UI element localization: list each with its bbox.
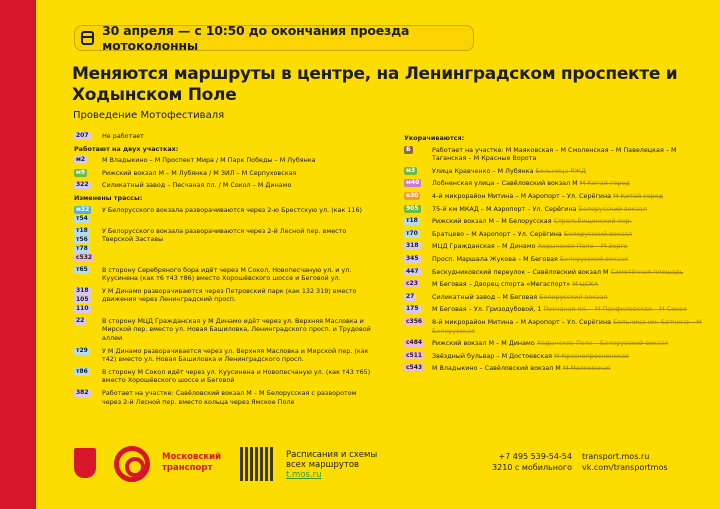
list-item <box>404 192 704 201</box>
left-column <box>74 132 374 410</box>
row-text: В сторону Серебряного бора идёт через М Сокол, Новопесчаную ул. и ул. Куусинена (как т6 т43 т86) вместо Хорошёвского шоссе и Беговой ул. <box>102 265 352 283</box>
calendar-icon <box>81 31 94 45</box>
row-text: 4-й микрорайон Митина – М Аэропорт – Ул. Серёгина <box>432 191 612 200</box>
old-stop: Белорусский вокзал <box>539 292 608 301</box>
row-text: В сторону М Сокол идёт через ул. Куусинена и Новопесчаную ул. (как т43 т65) вместо Хорошёвского шоссе и Беговой <box>102 367 371 385</box>
old-stop: Стрельбищенский пер. <box>553 217 632 226</box>
list-item <box>404 268 704 277</box>
qr-caption <box>286 450 386 480</box>
row-text: Силикатный завод – Песчаная пл. / М Сокол – М Динамо <box>102 181 292 190</box>
row-text: Рижский вокзал М – М Лубянка / М ЗИЛ – М Серпуховская <box>102 168 297 177</box>
row-text: Лобненская улица – Савёловский вокзал М <box>432 179 578 188</box>
route-badge: м40 <box>406 179 420 187</box>
qr-link[interactable]: t.mos.ru <box>286 470 322 480</box>
list-item <box>404 167 704 176</box>
row-text: М Беговая – Дворец спорта «Мегаспорт» <box>432 280 571 289</box>
site-link[interactable]: transport.mos.ru <box>582 452 650 461</box>
list-item <box>404 230 704 239</box>
route-badge: т56 <box>76 235 88 243</box>
old-stop: Ходынское Поле – М Зорге <box>537 242 628 251</box>
row-text: МЦД Гражданская – М Динамо <box>432 242 536 251</box>
route-badge: 110 <box>76 304 89 312</box>
route-badge: м2 <box>76 156 86 164</box>
route-badge: с23 <box>406 280 418 288</box>
row-text: В сторону МЦД Гражданская у М Динамо идёт через ул. Верхняя Масловка и Мирской пер. вместо ул. Новая Башиловка, Ленинградского просп. и Трудовой аллеи <box>102 316 371 342</box>
row-text: Рижский вокзал М – М Динамо <box>432 339 535 348</box>
section-header: Изменены трассы: <box>74 193 143 202</box>
moscow-transport-logo-icon <box>114 446 150 482</box>
row-text: Улица Кравченко – М Лубянка <box>432 166 534 175</box>
row-text: У Белорусского вокзала разворачиваются через 2-ю Брестскую ул. (как 116) <box>102 205 363 214</box>
old-stop: М ЦСКА <box>572 280 599 289</box>
route-badge: с511 <box>406 351 423 359</box>
route-badge: 447 <box>406 267 419 275</box>
route-badge: 318 <box>406 242 419 250</box>
route-badge: т54 <box>76 214 88 222</box>
row-text: 75-й км МКАД – М Аэропорт – Ул. Серёгина <box>432 204 577 213</box>
vk-link[interactable]: vk.com/transportmos <box>582 463 668 472</box>
qr-text: Расписания и схемы всех маршрутов <box>286 450 378 470</box>
route-badge: с484 <box>406 339 423 347</box>
row-text: Силикатный завод – М Беговая <box>432 292 538 301</box>
old-stop: М Китай-город <box>579 179 630 188</box>
route-badge: 207 <box>76 132 89 139</box>
row-text: У М Динамо разворачиваются через Петровский парк (как 132 319) вместо движения через Ленинградский просп. <box>102 286 357 304</box>
list-item <box>74 347 374 364</box>
list-item <box>74 266 374 283</box>
route-badge: 905 <box>406 204 419 212</box>
list-item <box>404 339 704 348</box>
list-item <box>404 293 704 302</box>
list-item <box>74 287 374 313</box>
route-badge: с532 <box>76 253 93 261</box>
date-banner <box>74 25 474 51</box>
row-text: М Владыкино – Савёловский вокзал М <box>432 364 561 373</box>
route-badge: м3 <box>406 166 416 174</box>
row-text: М Владыкино – М Проспект Мира / М Парк Победы – М Лубянка <box>102 156 316 165</box>
page-title: Меняются маршруты в центре, на Ленинградском проспекте и Ходынском Поле <box>72 64 678 105</box>
old-stop: М Маяковская <box>562 364 611 373</box>
row-text: Звёздный бульвар – М Достоевская <box>432 351 553 360</box>
section-header: Работают на двух участках: <box>74 144 179 153</box>
route-badge: 382 <box>76 388 89 396</box>
old-stop: Белорусский вокзал <box>578 204 647 213</box>
list-item <box>74 206 374 223</box>
qr-code-icon[interactable] <box>240 447 274 481</box>
websites <box>582 451 668 473</box>
section-header: Укорачиваются: <box>404 134 465 142</box>
row-text: У Белорусского вокзала разворачиваются через 2-й Лесной пер. вместо Тверской Заставы <box>102 226 347 244</box>
route-badge: 22 <box>76 316 85 324</box>
route-badge: 175 <box>406 305 419 313</box>
route-badge: с543 <box>406 364 423 372</box>
row-text: Работает на участке: Савёловский вокзал М – М Белорусская с разворотом через 2-й Лесной пер. вместо кольца через Ямское Поле <box>102 388 357 406</box>
old-stop: М Китай-город <box>613 191 664 200</box>
moscow-coat-of-arms-icon <box>74 448 96 478</box>
row-text: У М Динамо разворачивается через ул. Верхняя Масловка и Мирской пер. (как т42) вместо ул. Новая Башиловка и Ленинградского просп. <box>102 346 369 364</box>
route-badge: т18 <box>406 217 418 225</box>
list-item <box>404 205 704 214</box>
short-number: 3210 с мобильного <box>492 463 572 472</box>
list-item <box>404 242 704 251</box>
route-badge: 105 <box>76 295 89 303</box>
old-stop: Ходынское Поле – Белорусский вокзал <box>536 339 669 348</box>
list-item <box>74 368 374 385</box>
route-badge: с356 <box>406 317 423 325</box>
old-stop: Белорусский вокзал <box>563 229 633 238</box>
list-item <box>404 352 704 361</box>
old-stop: Белорусский вокзал <box>559 254 629 263</box>
list-item <box>404 179 704 188</box>
row-text: Не работает <box>102 132 144 140</box>
route-badge: м32 <box>76 205 90 213</box>
route-badge: т18 <box>76 226 88 234</box>
route-badge: Б <box>406 145 411 153</box>
row-text: Просп. Маршала Жукова – М Беговая <box>432 254 558 263</box>
page-subtitle: Проведение Мотофестиваля <box>73 110 225 121</box>
list-item <box>404 364 704 373</box>
list-item <box>404 146 704 163</box>
list-item <box>74 389 374 406</box>
route-badge: 27 <box>406 292 415 300</box>
row-text: Работает на участке: М Маяковская – М Смоленская – М Павелецкая – М Таганская – М Красные Ворота <box>432 145 677 163</box>
old-stop: Больница РЖД <box>535 166 587 175</box>
route-badge: 322 <box>76 181 89 189</box>
route-badge: м9 <box>76 168 86 176</box>
row-text: Рижский вокзал М – М Белорусская <box>432 217 552 226</box>
list-item <box>404 318 704 335</box>
list-item <box>404 255 704 264</box>
right-column <box>404 134 704 377</box>
row-text: Бескудниковский переулок – Савёловский вокзал М <box>432 267 609 276</box>
list-item <box>74 156 374 165</box>
route-badge: т65 <box>76 265 88 273</box>
list-item <box>404 305 704 314</box>
route-badge: 345 <box>406 254 419 262</box>
list-item <box>74 317 374 343</box>
list-item <box>74 169 374 178</box>
list-item <box>404 217 704 226</box>
red-side-strip <box>0 0 36 509</box>
row-text: М Беговая – Ул. Гризодубовой, 1 <box>432 305 542 314</box>
list-item <box>74 227 374 262</box>
list-item <box>74 181 374 190</box>
route-badge: т29 <box>76 346 88 354</box>
phone-number[interactable]: +7 495 539-54-54 <box>498 452 572 461</box>
row-text: Братцево – М Аэропорт – Ул. Серёгина <box>432 229 562 238</box>
list-item <box>404 280 704 289</box>
footer <box>74 446 720 486</box>
route-badge: т78 <box>76 244 88 252</box>
old-stop: Самотёчная площадь <box>610 267 684 276</box>
brand-name: Московский транспорт <box>162 452 222 473</box>
old-stop: Больница им. Боткина – М Белорусская <box>432 317 702 335</box>
route-badge: т86 <box>76 367 88 375</box>
route-badge: 318 <box>76 286 89 294</box>
contacts <box>492 451 572 473</box>
not-working-row <box>74 132 374 141</box>
date-line: 30 апреля — с 10:50 до окончания проезда мотоколонны <box>102 23 410 53</box>
route-badge: т70 <box>406 229 418 237</box>
old-stop: М Краснопресненская <box>554 351 629 360</box>
row-text: 8-й микрорайон Митина – М Аэропорт – Ул. Серёгина <box>432 317 612 326</box>
route-badge: е30 <box>406 191 419 199</box>
old-stop: Песчаная пл. – М Панфиловская – М Сокол <box>543 305 687 314</box>
